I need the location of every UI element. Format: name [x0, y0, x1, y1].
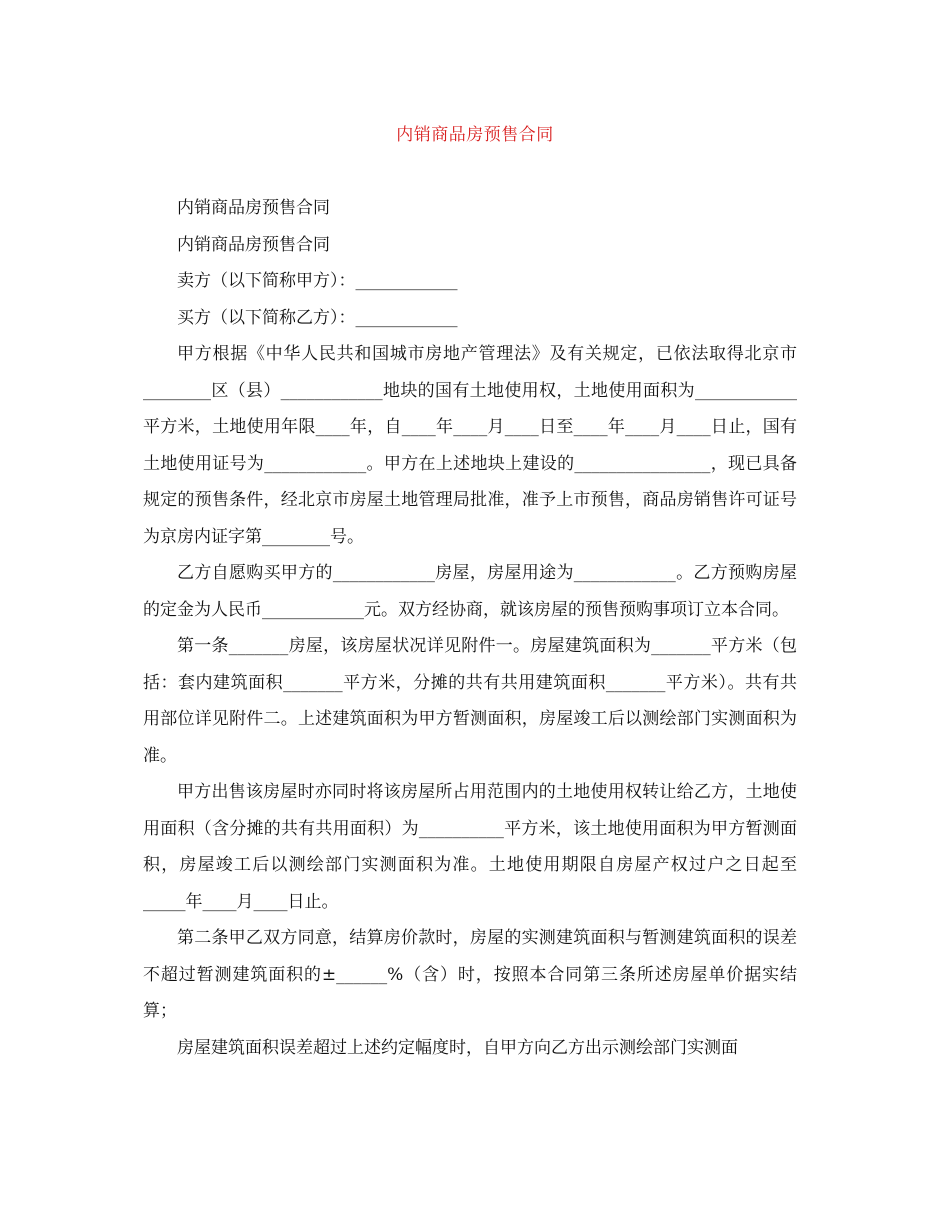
- document-body: [143, 190, 797, 1066]
- paragraph: 内销商品房预售合同: [177, 234, 330, 255]
- buyer-line: 买方（以下简称乙方）：____________: [177, 307, 458, 328]
- seller-line: 卖方（以下简称甲方）：____________: [177, 271, 458, 291]
- document-title: 内销商品房预售合同: [396, 125, 554, 145]
- paragraph: 甲方根据《中华人民共和国城市房地产管理法》及有关规定，已依法取得北京市________区（县）____________地块的国有土地使用权，土地使用面积为____________平方米，土地使用年限____年，自____年____月____日至____年____月____日止，国有土地使用证号为____________。甲方在上述地块上建设的________________，现已具备规定的预售条件，经北京市房屋土地管理局批准，准予上市预售，商品房销售许可证号为京房内证字第________号。: [143, 344, 797, 547]
- article-2: 第二条甲乙双方同意，结算房价款时，房屋的实测建筑面积与暂测建筑面积的误差不超过暂测建筑面积的±______%（含）时，按照本合同第三条所述房屋单价据实结算；: [143, 928, 797, 1021]
- paragraph: 甲方出售该房屋时亦同时将该房屋所占用范围内的土地使用权转让给乙方，土地使用面积（含分摊的共有共用面积）为__________平方米，该土地使用面积为甲方暂测面积，房屋竣工后以测绘部门实测面积为准。土地使用期限自房屋产权过户之日起至_____年____月____日止。: [143, 782, 797, 912]
- paragraph: 乙方自愿购买甲方的____________房屋，房屋用途为____________。乙方预购房屋的定金为人民币____________元。双方经协商，就该房屋的预售预购事项订立本合同。: [143, 563, 797, 620]
- paragraph: 内销商品房预售合同: [177, 198, 330, 218]
- article-1: 第一条_______房屋，该房屋状况详见附件一。房屋建筑面积为_______平方米（包括：套内建筑面积_______平方米，分摊的共有共用建筑面积_______平方米）。共有共用部位详见附件二。上述建筑面积为甲方暂测面积，房屋竣工后以测绘部门实测面积为准。: [143, 636, 797, 766]
- paragraph: 房屋建筑面积误差超过上述约定幅度时，自甲方向乙方出示测绘部门实测面: [177, 1037, 738, 1058]
